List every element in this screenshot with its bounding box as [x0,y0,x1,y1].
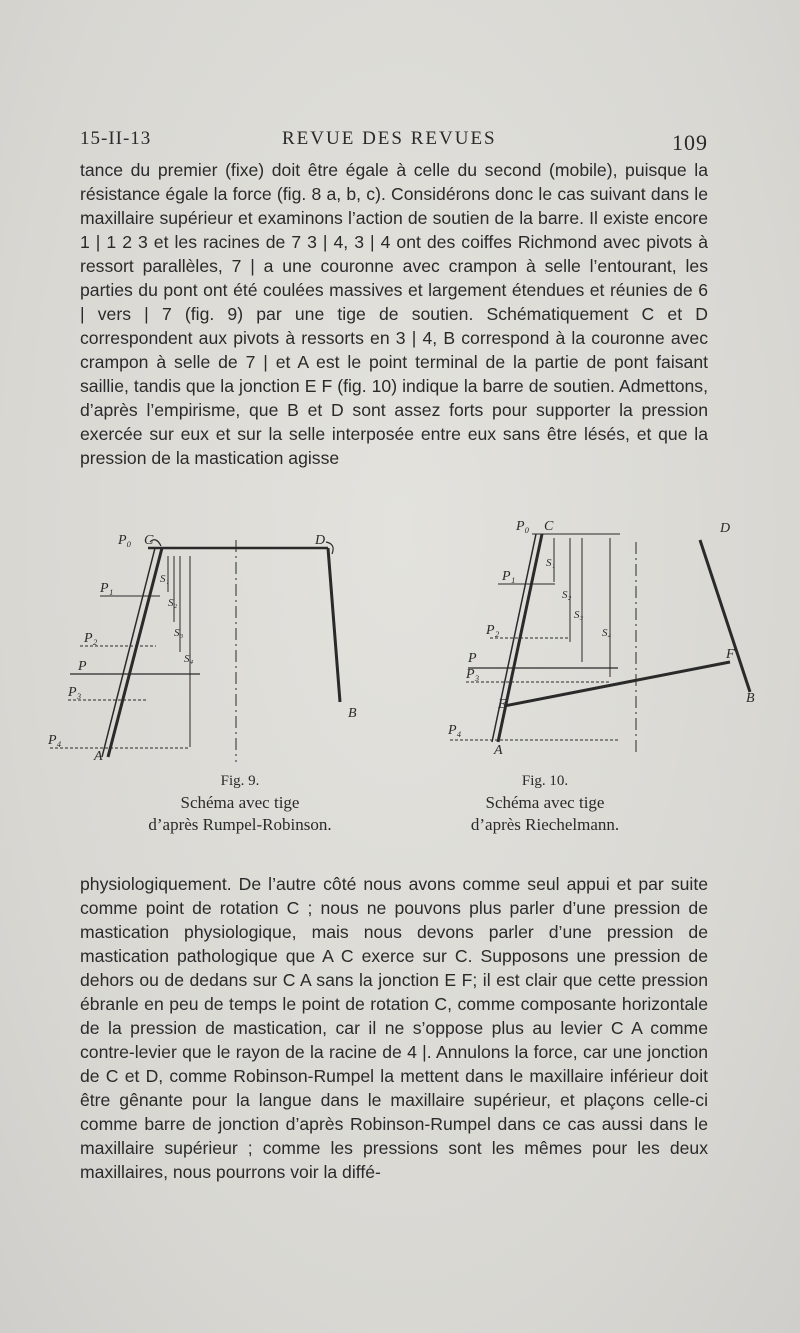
fig10-label-e: E [498,697,507,712]
fig9-label-p2: P₂ [84,631,98,646]
fig10-diagram [420,512,755,762]
fig9-label-s4: S₄ [184,653,194,665]
fig10-caption [440,770,650,836]
fig9-rod-db [328,548,340,702]
fig10-title: Schéma avec tige [485,793,605,812]
fig10-rod-db [700,540,750,692]
fig10-label-p0: P₀ [516,519,530,534]
fig10-label-s3: S₃ [574,609,584,621]
fig9-label-p0: P₀ [118,533,132,548]
fig9-diagram [40,512,370,762]
body-paragraph-bottom [80,872,708,1184]
fig9-title: Schéma avec tige [180,793,300,812]
fig9-label-a: A [94,749,103,764]
fig10-label-p: P [468,651,477,666]
figures-area [40,512,780,852]
fig10-label-c: C [544,519,554,534]
fig9-caption [140,770,340,836]
fig9-label-b: B [348,706,357,721]
fig9-credit: d’après Rumpel-Robinson. [148,815,332,834]
fig9-rod-cb [102,548,155,757]
fig9-label-p1: P₁ [100,581,114,596]
page-number: 109 [672,130,708,155]
fig9-label-s3: S₃ [174,627,184,639]
running-title: REVUE DES REVUES [282,128,497,149]
fig9-number: Fig. 9. [220,773,260,789]
fig9-label-d: D [315,533,326,548]
fig10-label-d: D [720,521,731,536]
fig10-label-p2: P₂ [486,623,500,638]
fig9-rod-ca [108,548,162,757]
header-date: 15-II-13 [80,128,152,149]
fig10-label-a: A [494,743,503,758]
fig10-label-s4: S₄ [602,627,612,639]
fig10-label-s1: S₁ [546,557,556,569]
fig9-label-s2: S₂ [168,597,178,609]
fig9-label-p3: P₃ [68,685,82,700]
body-paragraph-top [80,158,708,470]
fig9-label-s1: S₁ [160,573,170,585]
fig9-label-p4: P₄ [48,733,62,748]
body-text-top: tance du premier (fixe) doit être égale à celle du second (mobile), puisque la résistance égale la force (fig. 8 a, b, c). Considérons donc le cas suivant dans le maxillaire supérieur et examinons l’action de soutien de la barre. Il existe encore 1 | 1 2 3 et les racines de 7 3 | 4, 3 | 4 ont des coiffes Richmond avec pivots à ressort parallèles, 7 | a une couronne avec crampon à selle l’entourant, les parties du pont ont été coulées massives et largement étendues et réunies de 6 | vers | 7 (fig. 9) par une tige de soutien. Schématiquement C et D correspondent aux pivots à ressorts en 3 | 4, B correspond à la couronne avec crampon à selle de 7 | et A est le point terminal de la partie de pont faisant saillie, tandis que la jonction E F (fig. 10) indique la barre de soutien. Admettons, d’après l’empirisme, que B et D sont assez forts pour supporter la pression exercée sur eux et sur la selle interposée entre eux sans être lésés, et que la pression de la mastication agisse [80,160,708,468]
fig10-label-s2: S₂ [562,589,572,601]
fig10-label-p1: P₁ [502,569,516,584]
page-header [80,128,708,156]
fig9-label-p: P [78,659,87,674]
fig10-credit: d’après Riechelmann. [470,815,620,834]
fig10-label-p4: P₄ [448,723,462,738]
body-text-bottom: physiologiquement. De l’autre côté nous avons comme seul appui et par suite comme point de rotation C ; nous ne pouvons plus parler d’une pression de mastication physiologique, mais nous devons parler d’une pression de mastication pathologique que A C exerce sur C. Supposons une pression de dehors ou de dedans sur C A sans la jonction E F; il est clair que cette pression ébranle en peu de temps le point de rotation C, comme composante horizontale de la pression de mastication, car il ne s’oppose plus au levier C A comme contre-levier que le rayon de la racine de 4 |. Annulons la force, car une jonction de C et D, comme Robinson-Rumpel la mettent dans le maxillaire inférieur doit être gênante pour la langue dans le maxillaire supérieur, et plaçons celle-ci comme barre de jonction d’après Robinson-Rumpel dans ce cas aussi dans le maxillaire supérieur ; comme les pressions sont les mêmes pour les deux maxillaires, nous pourrons voir la diffé- [80,874,708,1182]
fig10-label-f: F [726,647,735,662]
fig9-label-c: C [144,533,154,548]
fig10-label-b: B [746,691,755,706]
fig10-label-p3: P₃ [466,667,480,682]
fig10-number: Fig. 10. [521,773,569,789]
